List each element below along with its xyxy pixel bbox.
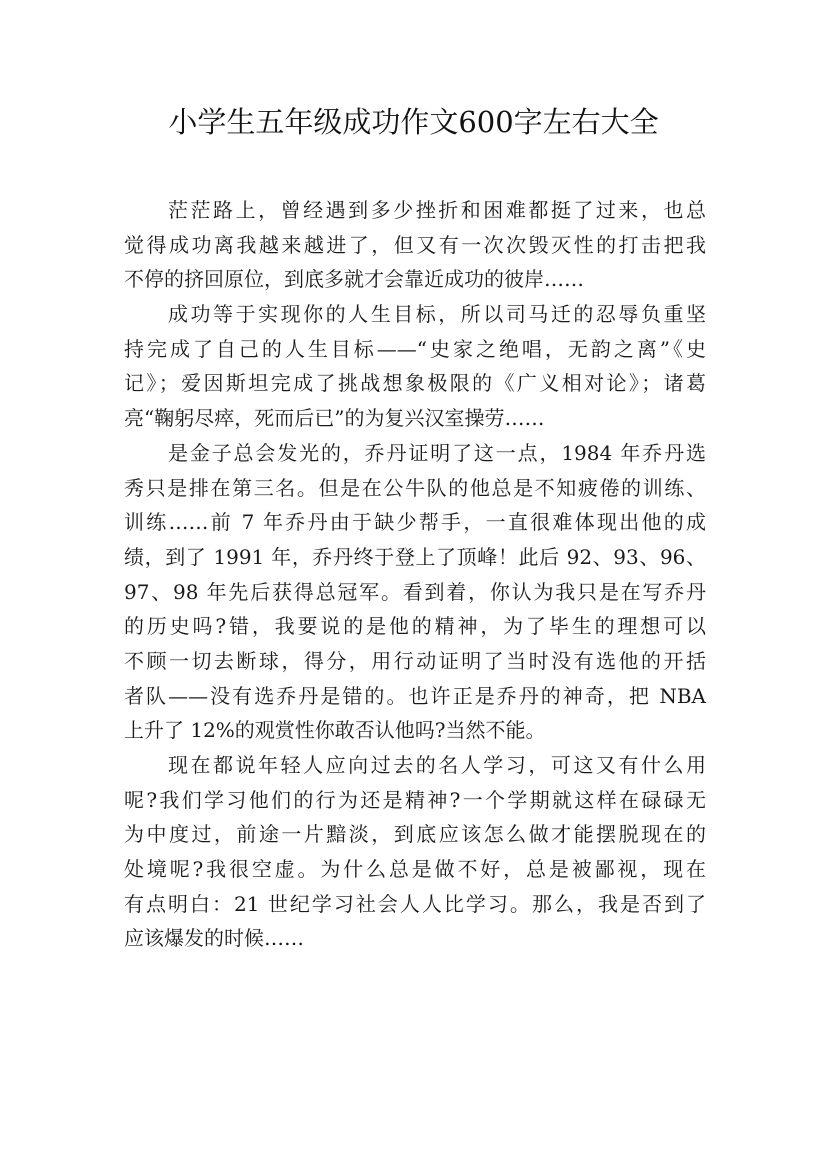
text-line: 亮“鞠躬尽瘁，死而后已”的为复兴汉室操劳…… <box>124 406 545 431</box>
paragraph-4 <box>124 748 706 956</box>
text-line: 茫茫路上，曾经遇到多少挫折和困难都挺了过来，也总 <box>168 198 706 222</box>
text-line: 者队——没有选乔丹是错的。也许正是乔丹的神奇，把 NBA <box>124 683 706 708</box>
text-line: 为中度过，前途一片黯淡，到底应该怎么做才能摆脱现在的 <box>124 822 706 847</box>
text-line: 持完成了自己的人生目标——“史家之绝唱，无韵之离”《史 <box>124 336 706 361</box>
text-line: 现在都说年轻人应向过去的名人学习，可这又有什么用 <box>168 753 706 777</box>
text-line: 不顾一切去断球，得分，用行动证明了当时没有选他的开括 <box>124 648 706 673</box>
text-line: 秀只是排在第三名。但是在公牛队的他总是不知疲倦的训练、 <box>124 475 706 500</box>
text-line: 觉得成功离我越来越进了，但又有一次次毁灭性的打击把我 <box>124 232 706 257</box>
text-line: 呢?我们学习他们的行为还是精神?一个学期就这样在碌碌无 <box>124 787 706 812</box>
text-line: 训练……前 7 年乔丹由于缺少帮手，一直很难体现出他的成 <box>124 510 706 535</box>
text-line: 不停的挤回原位，到底多就才会靠近成功的彼岸…… <box>124 267 584 292</box>
text-line: 97、98 年先后获得总冠军。看到着，你认为我只是在写乔丹 <box>124 579 706 604</box>
paragraph-2 <box>124 297 706 436</box>
document-body <box>124 193 706 956</box>
text-line: 成功等于实现你的人生目标，所以司马迁的忍辱负重坚 <box>168 302 706 327</box>
text-line: 有点明白：21 世纪学习社会人人比学习。那么，我是否到了 <box>124 891 706 916</box>
text-line: 上升了 12%的观赏性你敢否认他吗?当然不能。 <box>124 718 546 743</box>
paragraph-1 <box>124 193 706 297</box>
text-line: 应该爆发的时候…… <box>124 926 304 951</box>
text-line: 记》；爱因斯坦完成了挑战想象极限的《广义相对论》；诸葛 <box>124 371 706 396</box>
text-line: 绩，到了 1991 年，乔丹终于登上了顶峰！此后 92、93、96、 <box>124 544 706 569</box>
document-title: 小学生五年级成功作文600字左右大全 <box>168 105 659 139</box>
text-line: 是金子总会发光的，乔丹证明了这一点，1984 年乔丹选 <box>168 440 706 465</box>
text-line: 处境呢?我很空虚。为什么总是做不好，总是被鄙视，现在 <box>124 857 706 882</box>
text-line: 的历史吗?错，我要说的是他的精神，为了毕生的理想可以 <box>124 614 706 639</box>
paragraph-3 <box>124 436 706 748</box>
